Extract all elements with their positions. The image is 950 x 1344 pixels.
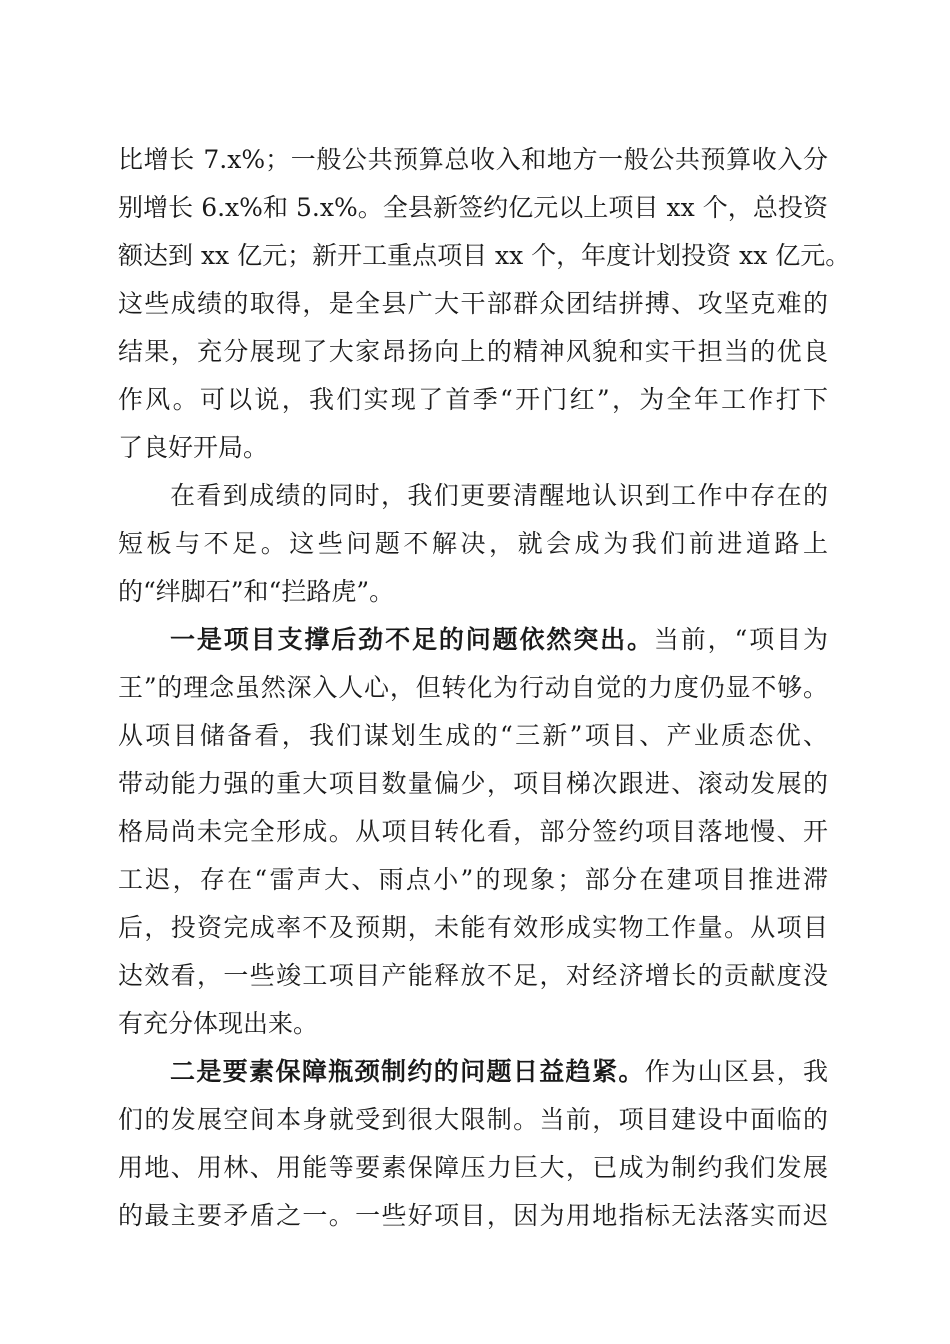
paragraph-lead-line-2 — [170, 1054, 828, 1090]
paragraph-lead-line-1 — [170, 622, 828, 658]
text-line-23: 的最主要矛盾之一。一些好项目，因为用地指标无法落实而迟 — [118, 1201, 828, 1230]
text-line-19: 有充分体现出来。 — [118, 1009, 319, 1038]
text-line-17: 后，投资完成率不及预期，未能有效形成实物工作量。从项目 — [118, 913, 828, 942]
text-line-4: 这些成绩的取得，是全县广大干部群众团结拼搏、攻坚克难的 — [118, 289, 828, 318]
text-line-7: 了良好开局。 — [118, 433, 269, 462]
text-line-1: 比增长 7.x%；一般公共预算总收入和地方一般公共预算收入分 — [118, 145, 828, 174]
text-line-8: 在看到成绩的同时，我们更要清醒地认识到工作中存在的 — [170, 481, 828, 510]
text-line-3: 额达到 xx 亿元；新开工重点项目 xx 个，年度计划投资 xx 亿元。 — [118, 241, 851, 270]
text-line-15: 格局尚未完全形成。从项目转化看，部分签约项目落地慢、开 — [118, 817, 828, 846]
text-line-9: 短板与不足。这些问题不解决，就会成为我们前进道路上 — [118, 529, 828, 558]
text-line-2: 别增长 6.x%和 5.x%。全县新签约亿元以上项目 xx 个，总投资 — [118, 193, 828, 222]
text-line-22: 用地、用林、用能等要素保障压力巨大，已成为制约我们发展 — [118, 1153, 828, 1182]
lead-rest-2: 作为山区县，我 — [644, 1057, 828, 1086]
text-line-5: 结果，充分展现了大家昂扬向上的精神风貌和实干担当的优良 — [118, 337, 828, 366]
text-line-14: 带动能力强的重大项目数量偏少，项目梯次跟进、滚动发展的 — [118, 769, 828, 798]
text-line-6: 作风。可以说，我们实现了首季“开门红”，为全年工作打下 — [118, 385, 828, 414]
text-line-13: 从项目储备看，我们谋划生成的“三新”项目、产业质态优、 — [118, 721, 828, 750]
lead-rest-1: 当前，“项目为 — [653, 625, 828, 654]
text-line-12: 王”的理念虽然深入人心，但转化为行动自觉的力度仍显不够。 — [118, 673, 828, 702]
bold-lead-2: 二是要素保障瓶颈制约的问题日益趋紧。 — [170, 1057, 645, 1086]
text-line-21: 们的发展空间本身就受到很大限制。当前，项目建设中面临的 — [118, 1105, 828, 1134]
text-line-10: 的“绊脚石”和“拦路虎”。 — [118, 577, 395, 606]
text-line-16: 工迟，存在“雷声大、雨点小”的现象；部分在建项目推进滞 — [118, 865, 828, 894]
text-line-18: 达效看，一些竣工项目产能释放不足，对经济增长的贡献度没 — [118, 961, 828, 990]
bold-lead-1: 一是项目支撑后劲不足的问题依然突出。 — [170, 625, 654, 654]
